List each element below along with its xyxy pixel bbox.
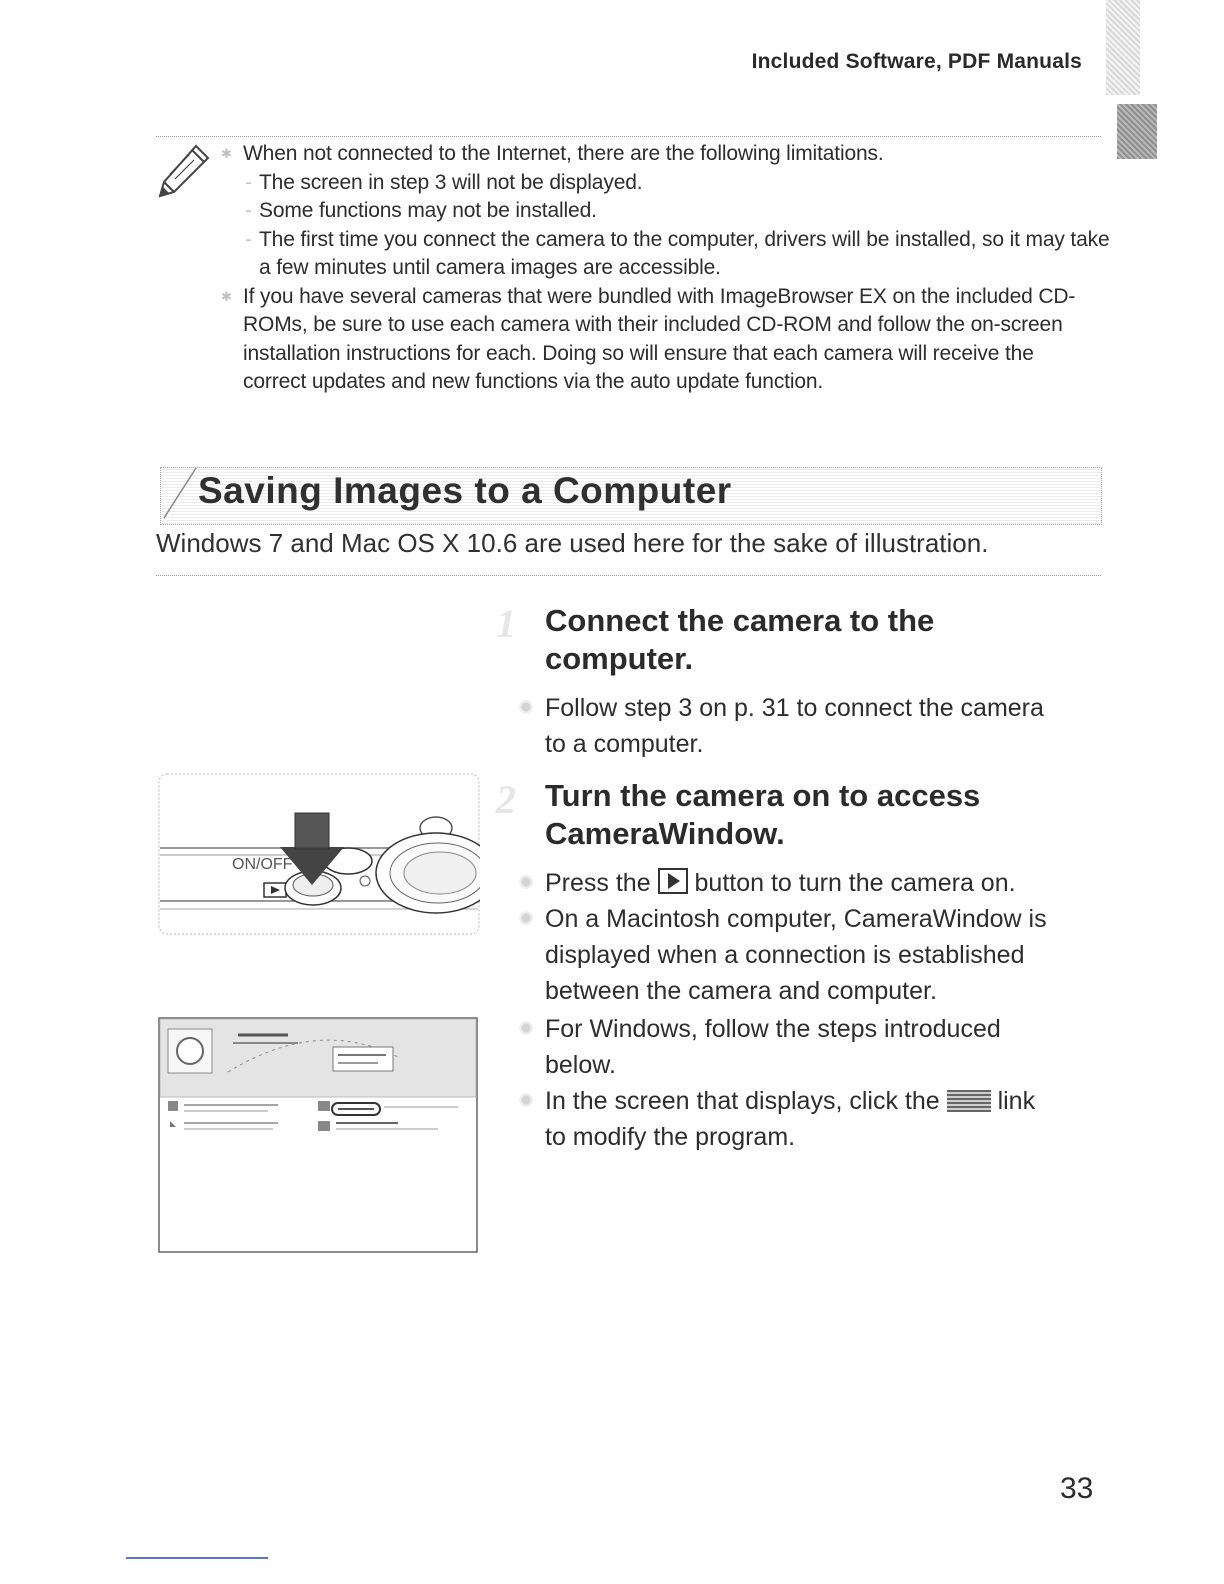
- step-title: Connect the camera to the computer.: [545, 603, 935, 676]
- note-subitem: - The screen in step 3 will not be displayed.: [245, 170, 643, 194]
- camera-top-illustration: [158, 773, 480, 935]
- step-bullet: For Windows, follow the steps introduced below.: [545, 1011, 1100, 1083]
- note-divider: [156, 136, 1101, 137]
- step-title: Turn the camera on to access CameraWindow.: [545, 778, 981, 851]
- section-intro: Windows 7 and Mac OS X 10.6 are used here for the sake of illustration.: [156, 528, 989, 558]
- note-subitem: - The first time you connect the camera to the computer, drivers will be installed, so it may take a few minutes until camera images are accessible.: [245, 227, 1110, 279]
- step-number: 2: [496, 777, 516, 822]
- running-header: Included Software, PDF Manuals: [751, 50, 1082, 73]
- step-bullet: On a Macintosh computer, CameraWindow is displayed when a connection is established between the camera and computer.: [545, 901, 1100, 1009]
- intro-divider: [156, 575, 1101, 576]
- note-block: [221, 140, 1113, 397]
- chapter-tab-upper: [1106, 0, 1140, 95]
- pencil-icon: [152, 140, 214, 202]
- note-bullet: ✱ When not connected to the Internet, there are the following limitations.: [221, 142, 884, 165]
- footer-rule: [126, 1557, 268, 1559]
- section-title: Saving Images to a Computer: [198, 470, 732, 511]
- installer-screen-illustration: [158, 1017, 478, 1253]
- page-number: 33: [1060, 1472, 1094, 1505]
- note-bullet: ✱ If you have several cameras that were bundled with ImageBrowser EX on the included CD-ROMs, be sure to use each camera with their included CD-ROM and follow the on-screen installation instructions for each. Doing so will ensure that each camera will receive the correct updates and new functions via the auto update function.: [221, 284, 1076, 393]
- step-bullet: Follow step 3 on p. 31 to connect the camera to a computer.: [545, 690, 1100, 762]
- step-bullet: In the screen that displays, click the link to modify the program.: [545, 1083, 1100, 1155]
- step-bullet: Press the button to turn the camera on.: [545, 865, 1100, 901]
- playback-button-icon: [658, 868, 688, 894]
- heading-slash-decoration: [160, 462, 200, 522]
- chapter-tab-marker: [1117, 104, 1157, 159]
- step-number: 1: [496, 601, 516, 646]
- note-subitem: - Some functions may not be installed.: [245, 199, 597, 222]
- modify-link-icon: [947, 1090, 991, 1112]
- power-button-label: ON/OFF: [232, 856, 293, 873]
